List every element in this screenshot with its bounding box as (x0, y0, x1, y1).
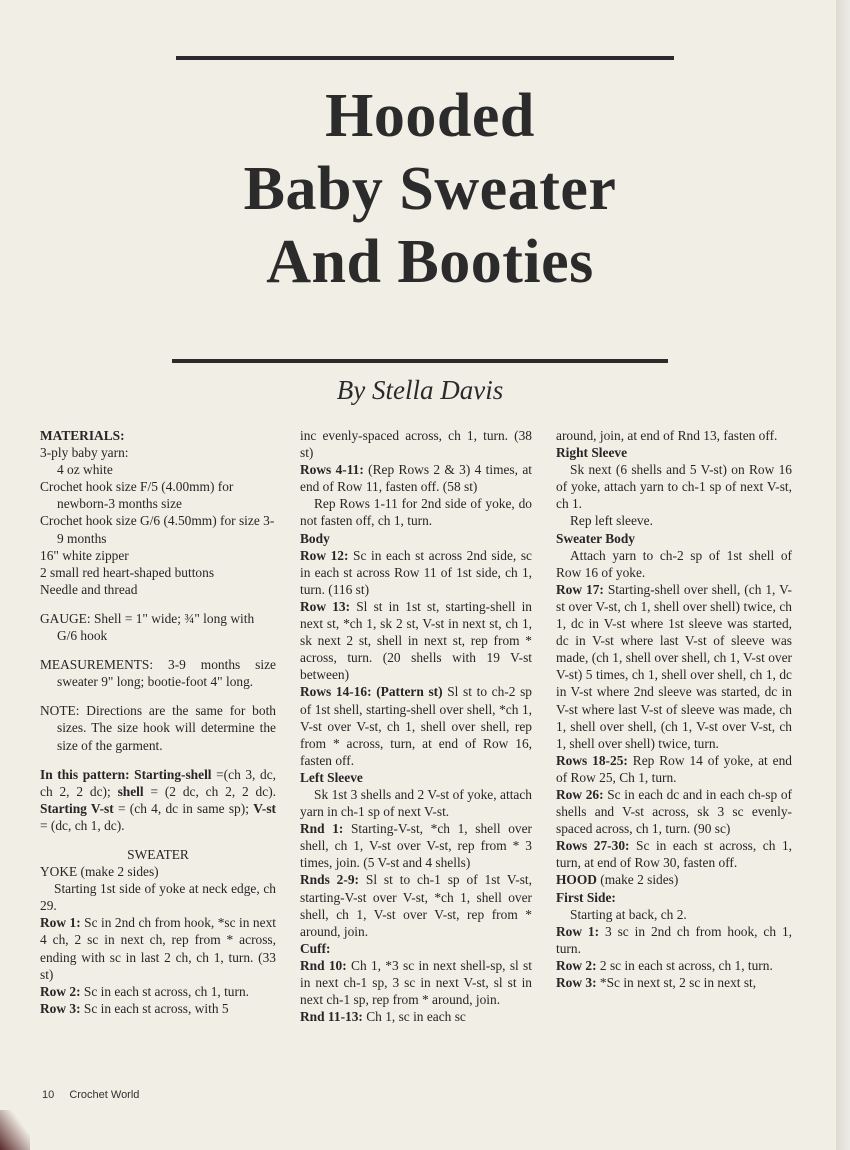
repeat-note: Rep Rows 1-11 for 2nd side of yoke, do not fasten off, ch 1, turn. (300, 496, 532, 529)
rows-14-16: Rows 14-16: (Pattern st) Sl st to ch-2 sp of 1st shell, starting-shell over shell, *ch 1, V-st over V-st, ch 1, shell over shell, rep from * across, turn, at end of Row 16, fasten off. (300, 684, 533, 768)
rows-27-30: Rows 27-30: Sc in each st across, ch 1, turn, at end of Row 30, fasten off. (556, 838, 792, 871)
article-title (120, 80, 740, 299)
row-3-continued: inc evenly-spaced across, ch 1, turn. (38 st) (300, 428, 532, 461)
left-sleeve-intro: Sk 1st 3 shells and 2 V-st of yoke, attach yarn in ch-1 sp of next V-st. (300, 786, 532, 820)
round-1: Rnd 1: Starting-V-st, *ch 1, shell over shell, ch 1, V-st over V-st, rep from * 3 times, join. (5 V-st and 4 shells) (300, 821, 532, 871)
page-footer (42, 1089, 139, 1101)
row-3: Row 3: Sc in each st across, with 5 (40, 1000, 229, 1016)
column-3 (556, 427, 792, 991)
byline: By Stella Davis (336, 375, 504, 405)
sweater-body-heading: Sweater Body (556, 530, 635, 546)
materials-heading: MATERIALS: (40, 428, 125, 443)
row-26: Row 26: Sc in each dc and in each ch-sp of shells and V-st across, sk 3 sc evenly-spaced across, ch 1, turn. (90 sc) (556, 786, 792, 837)
hood-row-3: Row 3: *Sc in next st, 2 sc in next st, (556, 975, 757, 990)
row-12: Row 12: Sc in each st across 2nd side, sc in each st across Row 11 of 1st side, ch 1, turn. (116 st) (300, 547, 532, 597)
binding-shadow (0, 1110, 30, 1150)
magazine-name: Crochet World (69, 1089, 140, 1101)
row-2: Row 2: Sc in each st across, ch 1, turn. (40, 983, 250, 999)
measurements: MEASUREMENTS: 3-9 months size sweater 9" long; bootie-foot 4" long. (40, 657, 276, 690)
body-heading: Body (300, 530, 330, 546)
rows-4-11: Rows 4-11: (Rep Rows 2 & 3) 4 times, at end of Row 11, fasten off. (58 st) (300, 462, 532, 495)
pattern-definitions: In this pattern: Starting-shell =(ch 3, dc, ch 2, 2 dc); shell = (2 dc, ch 2, 2 dc). Starting V-st = (ch 4, dc in same sp); V-st = (dc, ch 1, dc). (40, 766, 276, 833)
rounds-2-9: Rnds 2-9: Sl st to ch-1 sp of 1st V-st, starting-V-st over V-st, *ch 1, shell over shell, ch 1, V-st over V-st, rep from * around, join. (300, 872, 533, 939)
materials-item: Needle and thread (40, 581, 138, 597)
sweater-heading: SWEATER (127, 846, 189, 862)
right-sleeve-heading: Right Sleeve (556, 445, 628, 461)
title-line-1: Hooded (325, 82, 535, 150)
materials-item: 2 small red heart-shaped buttons (40, 564, 215, 580)
materials-item: Crochet hook size F/5 (4.00mm) for newborn-3 months size (40, 479, 234, 512)
page-number: 10 (42, 1089, 55, 1101)
cuff-heading: Cuff: (300, 940, 331, 956)
title-rule-top (176, 56, 674, 60)
materials-item: 3-ply baby yarn: (40, 445, 129, 461)
repeat-left-sleeve: Rep left sleeve. (570, 513, 653, 529)
right-sleeve-intro: Sk next (6 shells and 5 V-st) on Row 16 of yoke, attach yarn to ch-1 sp of next V-st, ch 1. (556, 462, 792, 512)
column-2 (300, 427, 532, 1025)
rounds-11-13-continued: around, join, at end of Rnd 13, fasten off. (556, 428, 778, 443)
title-line-2: Baby Sweater (243, 155, 617, 223)
yoke-intro: Starting 1st side of yoke at neck edge, ch 29. (40, 881, 276, 914)
title-rule-bottom (172, 359, 668, 363)
rows-18-25: Rows 18-25: Rep Row 14 of yoke, at end of Row 25, Ch 1, turn. (556, 752, 792, 785)
page-edge (836, 0, 850, 1150)
first-side-heading: First Side: (556, 889, 616, 905)
yoke-heading: YOKE (make 2 sides) (40, 864, 159, 880)
materials-item: 4 oz white (57, 462, 113, 478)
materials-item: 16" white zipper (40, 547, 129, 563)
rounds-11-13: Rnd 11-13: Ch 1, sc in each sc (300, 1009, 466, 1025)
round-10: Rnd 10: Ch 1, *3 sc in next shell-sp, sl st in next ch-1 sp, 3 sc in next V-st, sl st in next ch-1 sp, rep from * around, join. (300, 957, 532, 1008)
gauge: GAUGE: Shell = 1" wide; ¾" long with G/6 hook (40, 610, 255, 644)
first-side-intro: Starting at back, ch 2. (570, 906, 687, 922)
left-sleeve-heading: Left Sleeve (300, 769, 363, 785)
hood-row-1: Row 1: 3 sc in 2nd ch from hook, ch 1, turn. (556, 923, 792, 956)
note: NOTE: Directions are the same for both sizes. The size hook will determine the size of the garment. (40, 703, 276, 753)
row-17: Row 17: Starting-shell over shell, (ch 1, V-st over V-st, ch 1, shell over shell) twice, ch 1, dc in V-st where 1st sleeve was started, dc in V-st where last V-st of sleeve was made, (ch 1, shell over shell, ch 1, V-st over V-st) 5 times, ch 1, shell over shell, ch 1, dc in V-st where 2nd sleeve was started, dc in V-st where last V-st of sleeve was made, ch 1, shell over shell, (ch 1, V-st over V-st, ch 1, shell over shell) twice, turn. (556, 581, 793, 751)
hood-row-2: Row 2: 2 sc in each st across, ch 1, turn. (556, 957, 773, 973)
row-13: Row 13: Sl st in 1st st, starting-shell in next st, *ch 1, sk 2 st, V-st in next st, ch 1, sk next 2 st, shell in next st, rep from * across, turn. (20 shells with 19 V-st between) (300, 598, 533, 683)
row-1: Row 1: Sc in 2nd ch from hook, *sc in next 4 ch, 2 sc in next ch, rep from * across, ending with sc in last 2 ch, ch 1, turn. (33 st) (40, 915, 276, 982)
sweater-body-intro: Attach yarn to ch-2 sp of 1st shell of Row 16 of yoke. (556, 547, 792, 580)
materials-item: Crochet hook size G/6 (4.50mm) for size 3-9 months (40, 513, 275, 546)
column-1 (40, 427, 276, 1017)
title-line-3: And Booties (266, 228, 594, 296)
hood-heading: HOOD (make 2 sides) (556, 872, 679, 888)
